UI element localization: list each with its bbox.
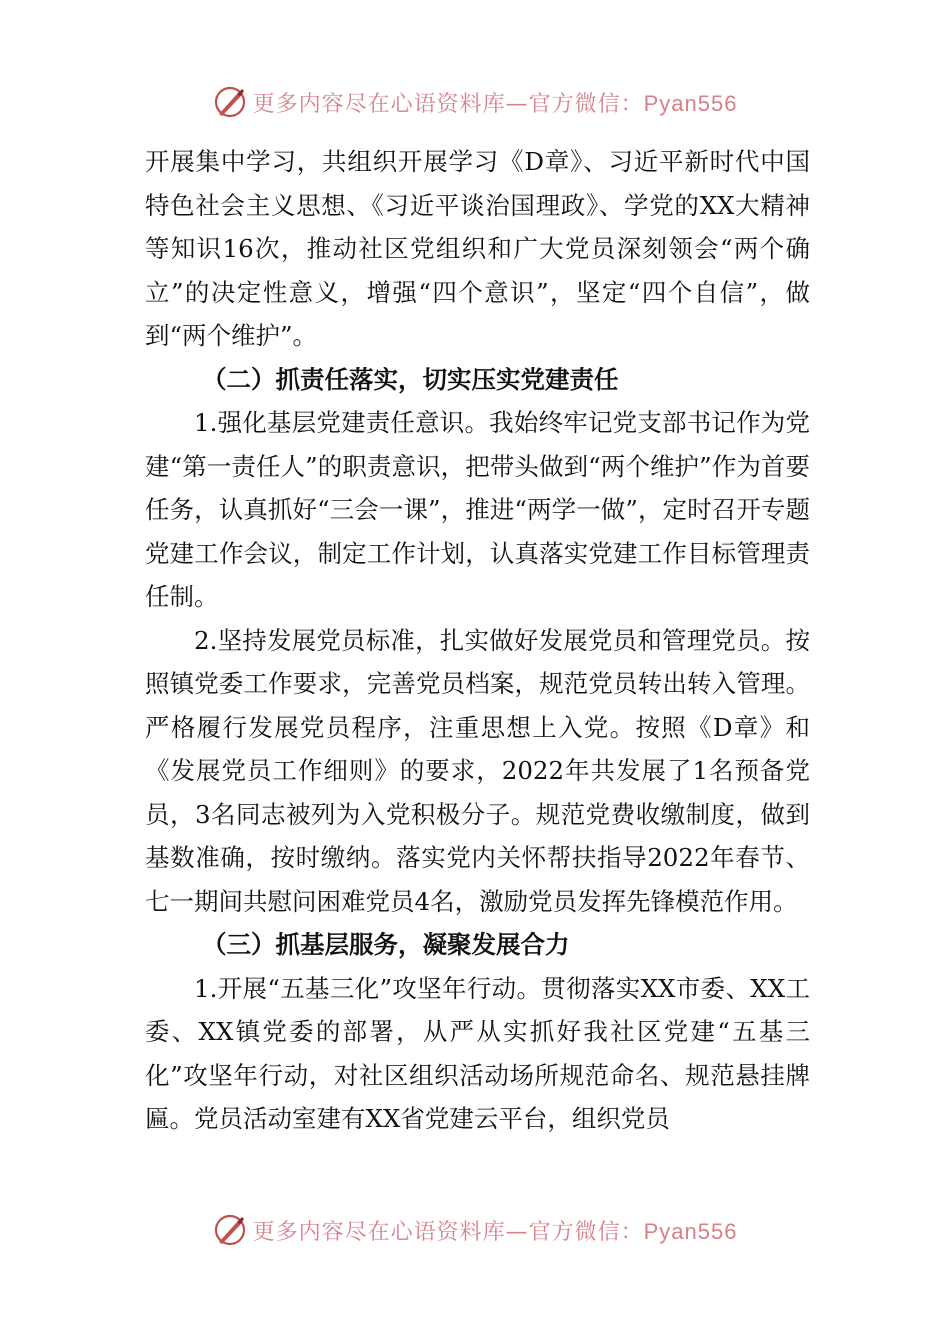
watermark-footer	[0, 1210, 950, 1250]
document-body	[145, 140, 810, 1141]
watermark-text: 更多内容尽在心语资料库—官方微信：Pyan556	[252, 90, 738, 117]
watermark-text: 更多内容尽在心语资料库—官方微信：Pyan556	[252, 1218, 738, 1245]
section-heading-2: （二）抓责任落实，切实压实党建责任	[202, 364, 619, 394]
watermark-header	[0, 82, 950, 122]
paragraph-responsibility: 1.强化基层党建责任意识。我始终牢记党支部书记作为党建“第一责任人”的职责意识，把带头做到“两个维护”作为首要任务，认真抓好“三会一课”，推进“两学一做”，定时召开专题党建工作会议，制定工作计划，认真落实党建工作目标管理责任制。	[145, 408, 810, 611]
pen-circle-logo-icon	[213, 85, 247, 119]
paragraph-five-basics: 1.开展“五基三化”攻坚年行动。贯彻落实XX市委、XX工委、XX镇党委的部署，从严从实抓好我社区党建“五基三化”攻坚年行动，对社区组织活动场所规范命名、规范悬挂牌匾。党员活动室建有XX省党建云平台，组织党员	[145, 973, 810, 1133]
paragraph-study: 开展集中学习，共组织开展学习《D章》、习近平新时代中国特色社会主义思想、《习近平谈治国理政》、学党的XX大精神等知识16次，推动社区党组织和广大党员深刻领会“两个确立”的决定性意义，增强“四个意识”，坚定“四个自信”，做到“两个维护”。	[145, 147, 810, 350]
section-heading-3: （三）抓基层服务，凝聚发展合力	[202, 930, 570, 959]
pen-circle-logo-icon	[213, 1213, 247, 1247]
paragraph-member-development: 2.坚持发展党员标准，扎实做好发展党员和管理党员。按照镇党委工作要求，完善党员档案，规范党员转出转入管理。严格履行发展党员程序，注重思想上入党。按照《D章》和《发展党员工作细则》的要求，2022年共发展了1名预备党员，3名同志被列为入党积极分子。规范党费收缴制度，做到基数准确，按时缴纳。落实党内关怀帮扶指导2022年春节、七一期间共慰问困难党员4名，激励党员发挥先锋模范作用。	[145, 625, 810, 916]
